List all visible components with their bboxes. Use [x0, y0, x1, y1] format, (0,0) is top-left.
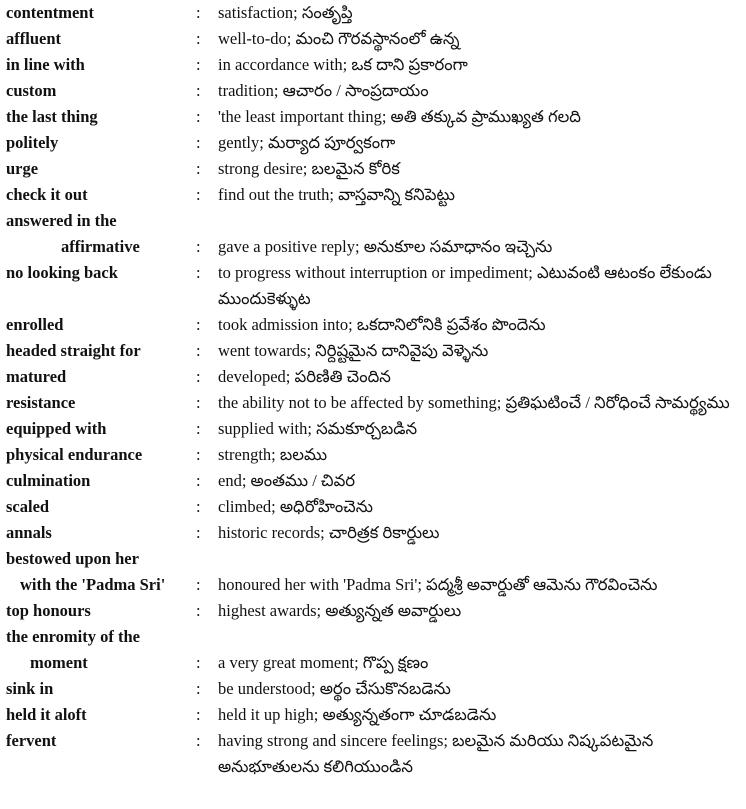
term: in line with	[6, 55, 85, 74]
glossary-entry	[6, 598, 742, 624]
definition: in accordance with; ఒక దాని ప్రకారంగా	[218, 55, 468, 74]
definition: be understood; అర్థం చేసుకొనబడెను	[218, 679, 451, 698]
definition: tradition; ఆచారం / సాంప్రదాయం	[218, 81, 429, 100]
glossary-entry	[6, 494, 742, 520]
definition: strong desire; బలమైన కోరిక	[218, 159, 400, 178]
term-line-1: bestowed upon her	[6, 549, 139, 568]
glossary-entry	[6, 78, 742, 104]
definition	[218, 546, 742, 598]
separator: :	[196, 81, 201, 100]
glossary-entry	[6, 702, 742, 728]
separator: :	[196, 601, 201, 620]
separator-mark: :	[196, 575, 201, 594]
term: annals	[6, 523, 52, 542]
glossary-entry	[6, 364, 742, 390]
term: culmination	[6, 471, 91, 490]
term: scaled	[6, 497, 50, 516]
separator: :	[196, 497, 201, 516]
definition: well-to-do; మంచి గౌరవస్థానంలో ఉన్న	[218, 29, 460, 48]
glossary-entry	[6, 416, 742, 442]
glossary-entry	[6, 52, 742, 78]
glossary-entry	[6, 182, 742, 208]
separator: :	[196, 445, 201, 464]
term: equipped with	[6, 419, 107, 438]
definition: held it up high; అత్యున్నతంగా చూడబడెను	[218, 705, 497, 724]
definition-text: honoured her with 'Padma Sri'; పద్మశ్రీ అవార్డుతో ఆమెను గౌరవించెను	[218, 575, 658, 594]
separator: :	[196, 185, 201, 204]
term: enrolled	[6, 315, 64, 334]
separator: :	[196, 29, 201, 48]
separator: :	[196, 55, 201, 74]
term: urge	[6, 159, 39, 178]
definition: climbed; అధిరోహించెను	[218, 497, 374, 516]
glossary-entry	[6, 624, 742, 676]
term	[6, 546, 196, 598]
glossary-entry	[6, 104, 742, 130]
definition: satisfaction; సంతృప్తి	[218, 3, 353, 22]
separator: :	[196, 263, 201, 282]
separator	[196, 546, 218, 598]
glossary-entry	[6, 208, 742, 260]
term: physical endurance	[6, 445, 143, 464]
glossary-entry	[6, 312, 742, 338]
definition: find out the truth; వాస్తవాన్ని కనిపెట్టు	[218, 185, 455, 204]
term-line-2: affirmative	[61, 237, 140, 256]
glossary-entry	[6, 442, 742, 468]
glossary-entry	[6, 0, 742, 26]
separator: :	[196, 107, 201, 126]
term-line-2: moment	[30, 653, 88, 672]
glossary-entry	[6, 546, 742, 598]
separator: :	[196, 679, 201, 698]
definition: having strong and sincere feelings; బలమైన మరియు నిష్కపటమైన అనుభూతులను కలిగియుండిన	[218, 731, 654, 776]
definition: took admission into; ఒకదానిలోనికి ప్రవేశం పొందెను	[218, 315, 546, 334]
definition: 'the least important thing; అతి తక్కువ ప్రాముఖ్యత గలది	[218, 107, 581, 126]
separator: :	[196, 367, 201, 386]
definition: end; అంతము / చివర	[218, 471, 356, 490]
glossary-entry	[6, 390, 742, 416]
definition: went towards; నిర్దిష్టమైన దానివైపు వెళ్ళెను	[218, 341, 489, 360]
glossary-entry	[6, 156, 742, 182]
definition	[218, 208, 742, 260]
glossary-entry	[6, 468, 742, 494]
term: affluent	[6, 29, 61, 48]
definition-text: a very great moment; గొప్ప క్షణం	[218, 653, 429, 672]
term-line-1: answered in the	[6, 211, 117, 230]
separator: :	[196, 471, 201, 490]
term: contentment	[6, 3, 94, 22]
glossary-entry	[6, 520, 742, 546]
separator: :	[196, 341, 201, 360]
definition: highest awards; అత్యున్నత అవార్డులు	[218, 601, 462, 620]
term: held it aloft	[6, 705, 87, 724]
separator: :	[196, 393, 201, 412]
term: check it out	[6, 185, 88, 204]
separator: :	[196, 419, 201, 438]
separator: :	[196, 523, 201, 542]
separator	[196, 208, 218, 260]
term: custom	[6, 81, 57, 100]
glossary-entry	[6, 130, 742, 156]
term-line-2: with the 'Padma Sri'	[20, 575, 166, 594]
term: headed straight for	[6, 341, 141, 360]
definition: the ability not to be affected by something; ప్రతిఘటించే / నిరోధించే సామర్థ్యము	[218, 393, 730, 412]
definition-text: gave a positive reply; అనుకూల సమాధానం ఇచ్చెను	[218, 237, 553, 256]
term: no looking back	[6, 263, 118, 282]
definition: gently; మర్యాద పూర్వకంగా	[218, 133, 396, 152]
definition: strength; బలము	[218, 445, 328, 464]
definition: developed; పరిణితి చెందిన	[218, 367, 391, 386]
separator: :	[196, 731, 201, 750]
glossary-entry	[6, 676, 742, 702]
term: fervent	[6, 731, 57, 750]
term: matured	[6, 367, 67, 386]
term	[6, 208, 196, 260]
term: politely	[6, 133, 59, 152]
definition: historic records; చారిత్రక రికార్డులు	[218, 523, 440, 542]
term: sink in	[6, 679, 54, 698]
separator-mark: :	[196, 237, 201, 256]
separator: :	[196, 705, 201, 724]
separator: :	[196, 133, 201, 152]
separator: :	[196, 315, 201, 334]
term-line-1: the enromity of the	[6, 627, 140, 646]
glossary-list	[6, 0, 742, 780]
separator-mark: :	[196, 653, 201, 672]
glossary-entry	[6, 26, 742, 52]
definition	[218, 624, 742, 676]
glossary-entry	[6, 260, 742, 312]
separator	[196, 624, 218, 676]
term	[6, 624, 196, 676]
glossary-entry	[6, 338, 742, 364]
term: the last thing	[6, 107, 98, 126]
glossary-entry	[6, 728, 742, 780]
definition: to progress without interruption or impediment; ఎటువంటి ఆటంకం లేకుండు ముందుకెళ్ళుట	[218, 263, 712, 308]
separator: :	[196, 3, 201, 22]
term: top honours	[6, 601, 91, 620]
definition: supplied with; సమకూర్చబడిన	[218, 419, 418, 438]
term: resistance	[6, 393, 76, 412]
separator: :	[196, 159, 201, 178]
